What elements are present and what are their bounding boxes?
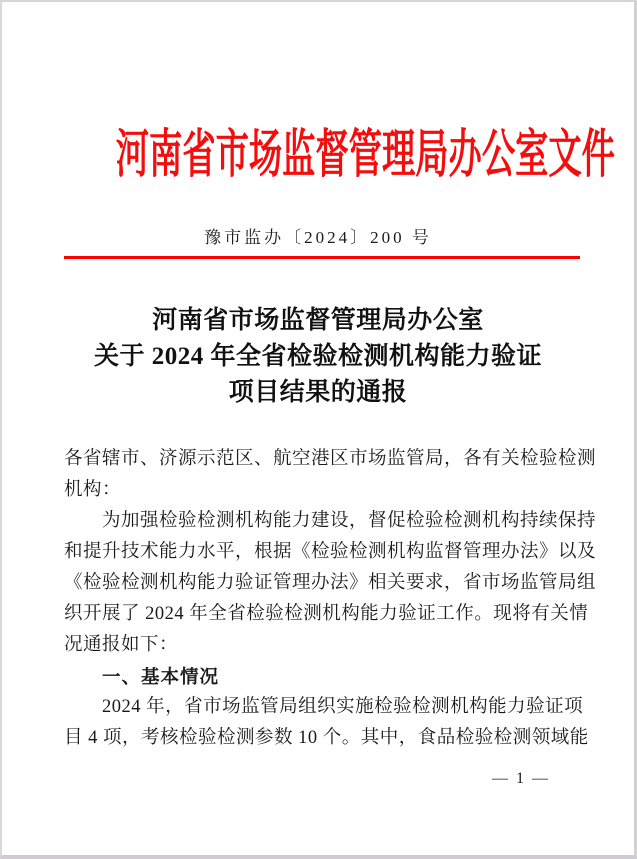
body-line: 织开展了 2024 年全省检验检测机构能力验证工作。现将有关情	[64, 604, 589, 624]
body-line: 为加强检验检测机构能力建设，督促检验检测机构持续保持	[102, 511, 597, 531]
body-line: 况通报如下：	[64, 635, 179, 655]
document-banner-title: 河南省市场监督管理局办公室文件	[115, 127, 615, 184]
title-line: 河南省市场监督管理局办公室	[152, 307, 484, 334]
document-number: 豫市监办〔2024〕200 号	[204, 228, 432, 247]
document-body	[64, 444, 597, 754]
body-line: 各省辖市、济源示范区、航空港区市场监管局，各有关检验检测	[64, 449, 597, 469]
body-line: 《检验检测机构能力验证管理办法》相关要求，省市场监管局组	[64, 573, 597, 593]
title-line: 关于 2024 年全省检验检测机构能力验证	[93, 343, 542, 370]
body-line: 机构：	[64, 480, 122, 500]
page-number: — 1 —	[492, 770, 550, 787]
body-line: 2024 年，省市场监管局组织实施检验检测机构能力验证项	[102, 697, 584, 717]
red-divider-line	[64, 256, 580, 259]
title-line: 项目结果的通报	[228, 379, 408, 406]
document-title	[2, 303, 634, 411]
body-line: 目 4 项，考核检验检测参数 10 个。其中，食品检验检测领域能	[64, 728, 589, 748]
body-line: 和提升技术能力水平，根据《检验检测机构监督管理办法》以及	[64, 542, 597, 562]
section-heading: 一、基本情况	[102, 666, 220, 687]
